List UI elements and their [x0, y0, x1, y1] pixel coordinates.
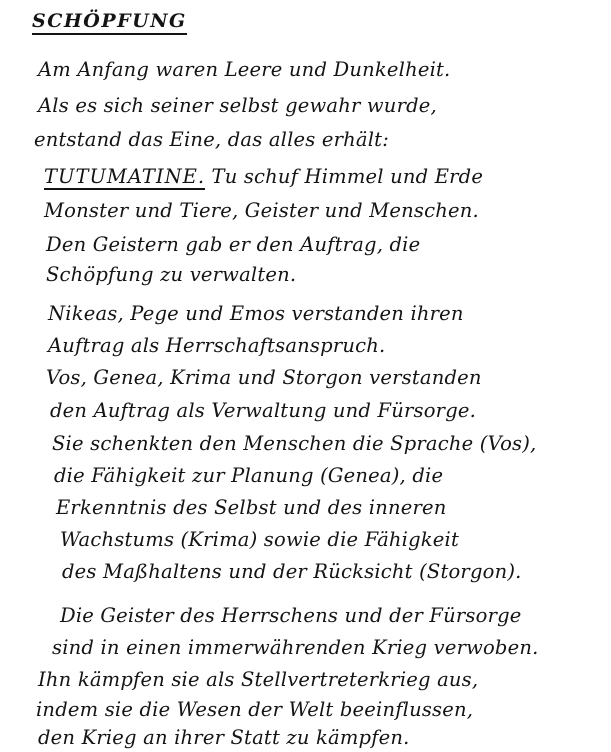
text-line: entstand das Eine, das alles erhält: — [34, 128, 389, 151]
text-line: Schöpfung zu verwalten. — [46, 263, 297, 286]
text-line-rest: Tu schuf Himmel und Erde — [211, 165, 484, 188]
text-line: Nikeas, Pege und Emos verstanden ihren — [48, 302, 464, 325]
text-line: Als es sich seiner selbst gewahr wurde, — [38, 94, 437, 117]
text-line — [44, 165, 483, 189]
text-line: Am Anfang waren Leere und Dunkelheit. — [38, 58, 451, 81]
page-title: SCHÖPFUNG — [32, 10, 187, 35]
text-line: Wachstums (Krima) sowie die Fähigkeit — [60, 528, 460, 551]
text-line: Ihn kämpfen sie als Stellvertreterkrieg aus, — [38, 668, 479, 691]
text-line: den Krieg an ihrer Statt zu kämpfen. — [38, 726, 410, 749]
text-line: Monster und Tiere, Geister und Menschen. — [44, 199, 479, 222]
text-line: des Maßhaltens und der Rücksicht (Storgon). — [62, 560, 522, 583]
text-line: Auftrag als Herrschaftsanspruch. — [48, 334, 386, 357]
tutumatine-name: TUTUMATINE. — [44, 165, 206, 188]
text-line: Die Geister des Herrschens und der Fürsorge — [60, 604, 522, 627]
text-line: Erkenntnis des Selbst und des inneren — [56, 496, 447, 519]
text-line: Den Geistern gab er den Auftrag, die — [46, 233, 421, 256]
text-line: sind in einen immerwährenden Krieg verwoben. — [52, 636, 539, 659]
text-line: Vos, Genea, Krima und Storgon verstanden — [46, 366, 482, 389]
text-line: indem sie die Wesen der Welt beeinflussen, — [36, 698, 474, 721]
text-line: die Fähigkeit zur Planung (Genea), die — [54, 464, 444, 487]
text-line: den Auftrag als Verwaltung und Fürsorge. — [50, 399, 477, 422]
text-line: Sie schenkten den Menschen die Sprache (Vos), — [52, 432, 537, 455]
